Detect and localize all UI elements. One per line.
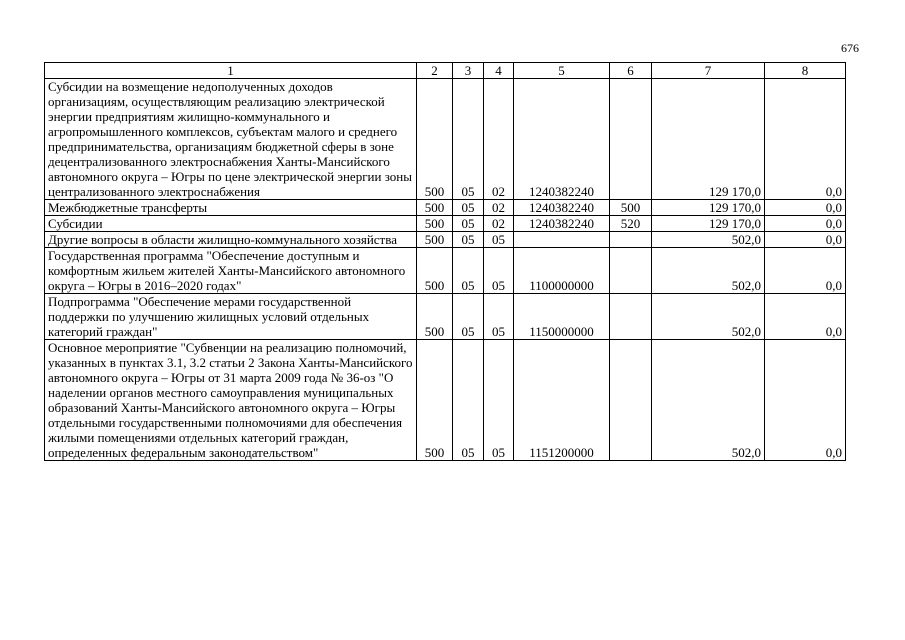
row-col-4: 02 <box>484 216 514 232</box>
row-col-4: 05 <box>484 232 514 248</box>
table-row <box>45 200 846 216</box>
row-col-5: 1150000000 <box>514 294 610 340</box>
row-col-8: 0,0 <box>765 216 846 232</box>
row-col-6 <box>610 79 652 200</box>
row-col-6: 520 <box>610 216 652 232</box>
row-col-2: 500 <box>417 232 453 248</box>
row-col-6 <box>610 232 652 248</box>
col-header-6: 6 <box>610 63 652 79</box>
row-col-5: 1100000000 <box>514 248 610 294</box>
row-col-8: 0,0 <box>765 79 846 200</box>
row-col-7: 502,0 <box>652 248 765 294</box>
row-col-3: 05 <box>453 232 484 248</box>
table-row <box>45 294 846 340</box>
table-row <box>45 232 846 248</box>
row-col-8: 0,0 <box>765 232 846 248</box>
col-header-2: 2 <box>417 63 453 79</box>
row-col-4: 02 <box>484 79 514 200</box>
row-name: Другие вопросы в области жилищно-коммунального хозяйства <box>45 232 417 248</box>
row-name: Субсидии <box>45 216 417 232</box>
table-row <box>45 248 846 294</box>
col-header-8: 8 <box>765 63 846 79</box>
col-header-4: 4 <box>484 63 514 79</box>
table-row <box>45 216 846 232</box>
row-col-6 <box>610 340 652 461</box>
row-col-2: 500 <box>417 294 453 340</box>
col-header-1: 1 <box>45 63 417 79</box>
row-col-2: 500 <box>417 200 453 216</box>
row-col-8: 0,0 <box>765 340 846 461</box>
row-col-3: 05 <box>453 200 484 216</box>
col-header-7: 7 <box>652 63 765 79</box>
row-name: Основное мероприятие "Субвенции на реализацию полномочий, указанных в пунктах 3.1, 3.2 статьи 2 Закона Ханты-Мансийского автономного округа – Югры от 31 марта 2009 года № 36-оз "О наделении органов местного самоуправления муниципальных образований Ханты-Мансийского автономного округа – Югры отдельными государственными полномочиями для обеспечения жилыми помещениями отдельных категорий граждан, определенных федеральным законодательством" <box>45 340 417 461</box>
row-name: Подпрограмма "Обеспечение мерами государственной поддержки по улучшению жилищных условий отдельных категорий граждан" <box>45 294 417 340</box>
col-header-5: 5 <box>514 63 610 79</box>
row-col-7: 502,0 <box>652 340 765 461</box>
budget-table <box>44 62 846 461</box>
row-col-5: 1240382240 <box>514 216 610 232</box>
row-col-7: 502,0 <box>652 294 765 340</box>
header-row <box>45 63 846 79</box>
row-name: Межбюджетные трансферты <box>45 200 417 216</box>
row-col-8: 0,0 <box>765 200 846 216</box>
row-name: Государственная программа "Обеспечение доступным и комфортным жильем жителей Ханты-Мансийского автономного округа – Югры в 2016–2020 годах" <box>45 248 417 294</box>
row-col-6 <box>610 248 652 294</box>
row-col-4: 05 <box>484 294 514 340</box>
row-col-5 <box>514 232 610 248</box>
row-col-2: 500 <box>417 248 453 294</box>
row-col-7: 129 170,0 <box>652 200 765 216</box>
row-col-2: 500 <box>417 216 453 232</box>
row-col-2: 500 <box>417 79 453 200</box>
page-number: 676 <box>841 41 859 55</box>
row-col-3: 05 <box>453 294 484 340</box>
row-col-7: 129 170,0 <box>652 216 765 232</box>
row-col-4: 05 <box>484 248 514 294</box>
table-row <box>45 79 846 200</box>
row-col-7: 129 170,0 <box>652 79 765 200</box>
row-col-3: 05 <box>453 79 484 200</box>
row-col-4: 05 <box>484 340 514 461</box>
row-col-5: 1151200000 <box>514 340 610 461</box>
row-col-3: 05 <box>453 216 484 232</box>
row-name: Субсидии на возмещение недополученных доходов организациям, осуществляющим реализацию электрической энергии предприятиям жилищно-коммунального и агропромышленного комплексов, субъектам малого и среднего предпринимательства, организациям бюджетной сферы в зоне децентрализованного электроснабжения Ханты-Мансийского автономного округа – Югры по цене электрической энергии зоны централизованного электроснабжения <box>45 79 417 200</box>
table-row <box>45 340 846 461</box>
col-header-3: 3 <box>453 63 484 79</box>
row-col-8: 0,0 <box>765 248 846 294</box>
row-col-5: 1240382240 <box>514 200 610 216</box>
row-col-8: 0,0 <box>765 294 846 340</box>
row-col-3: 05 <box>453 340 484 461</box>
row-col-3: 05 <box>453 248 484 294</box>
row-col-6 <box>610 294 652 340</box>
row-col-6: 500 <box>610 200 652 216</box>
row-col-5: 1240382240 <box>514 79 610 200</box>
row-col-2: 500 <box>417 340 453 461</box>
row-col-7: 502,0 <box>652 232 765 248</box>
row-col-4: 02 <box>484 200 514 216</box>
